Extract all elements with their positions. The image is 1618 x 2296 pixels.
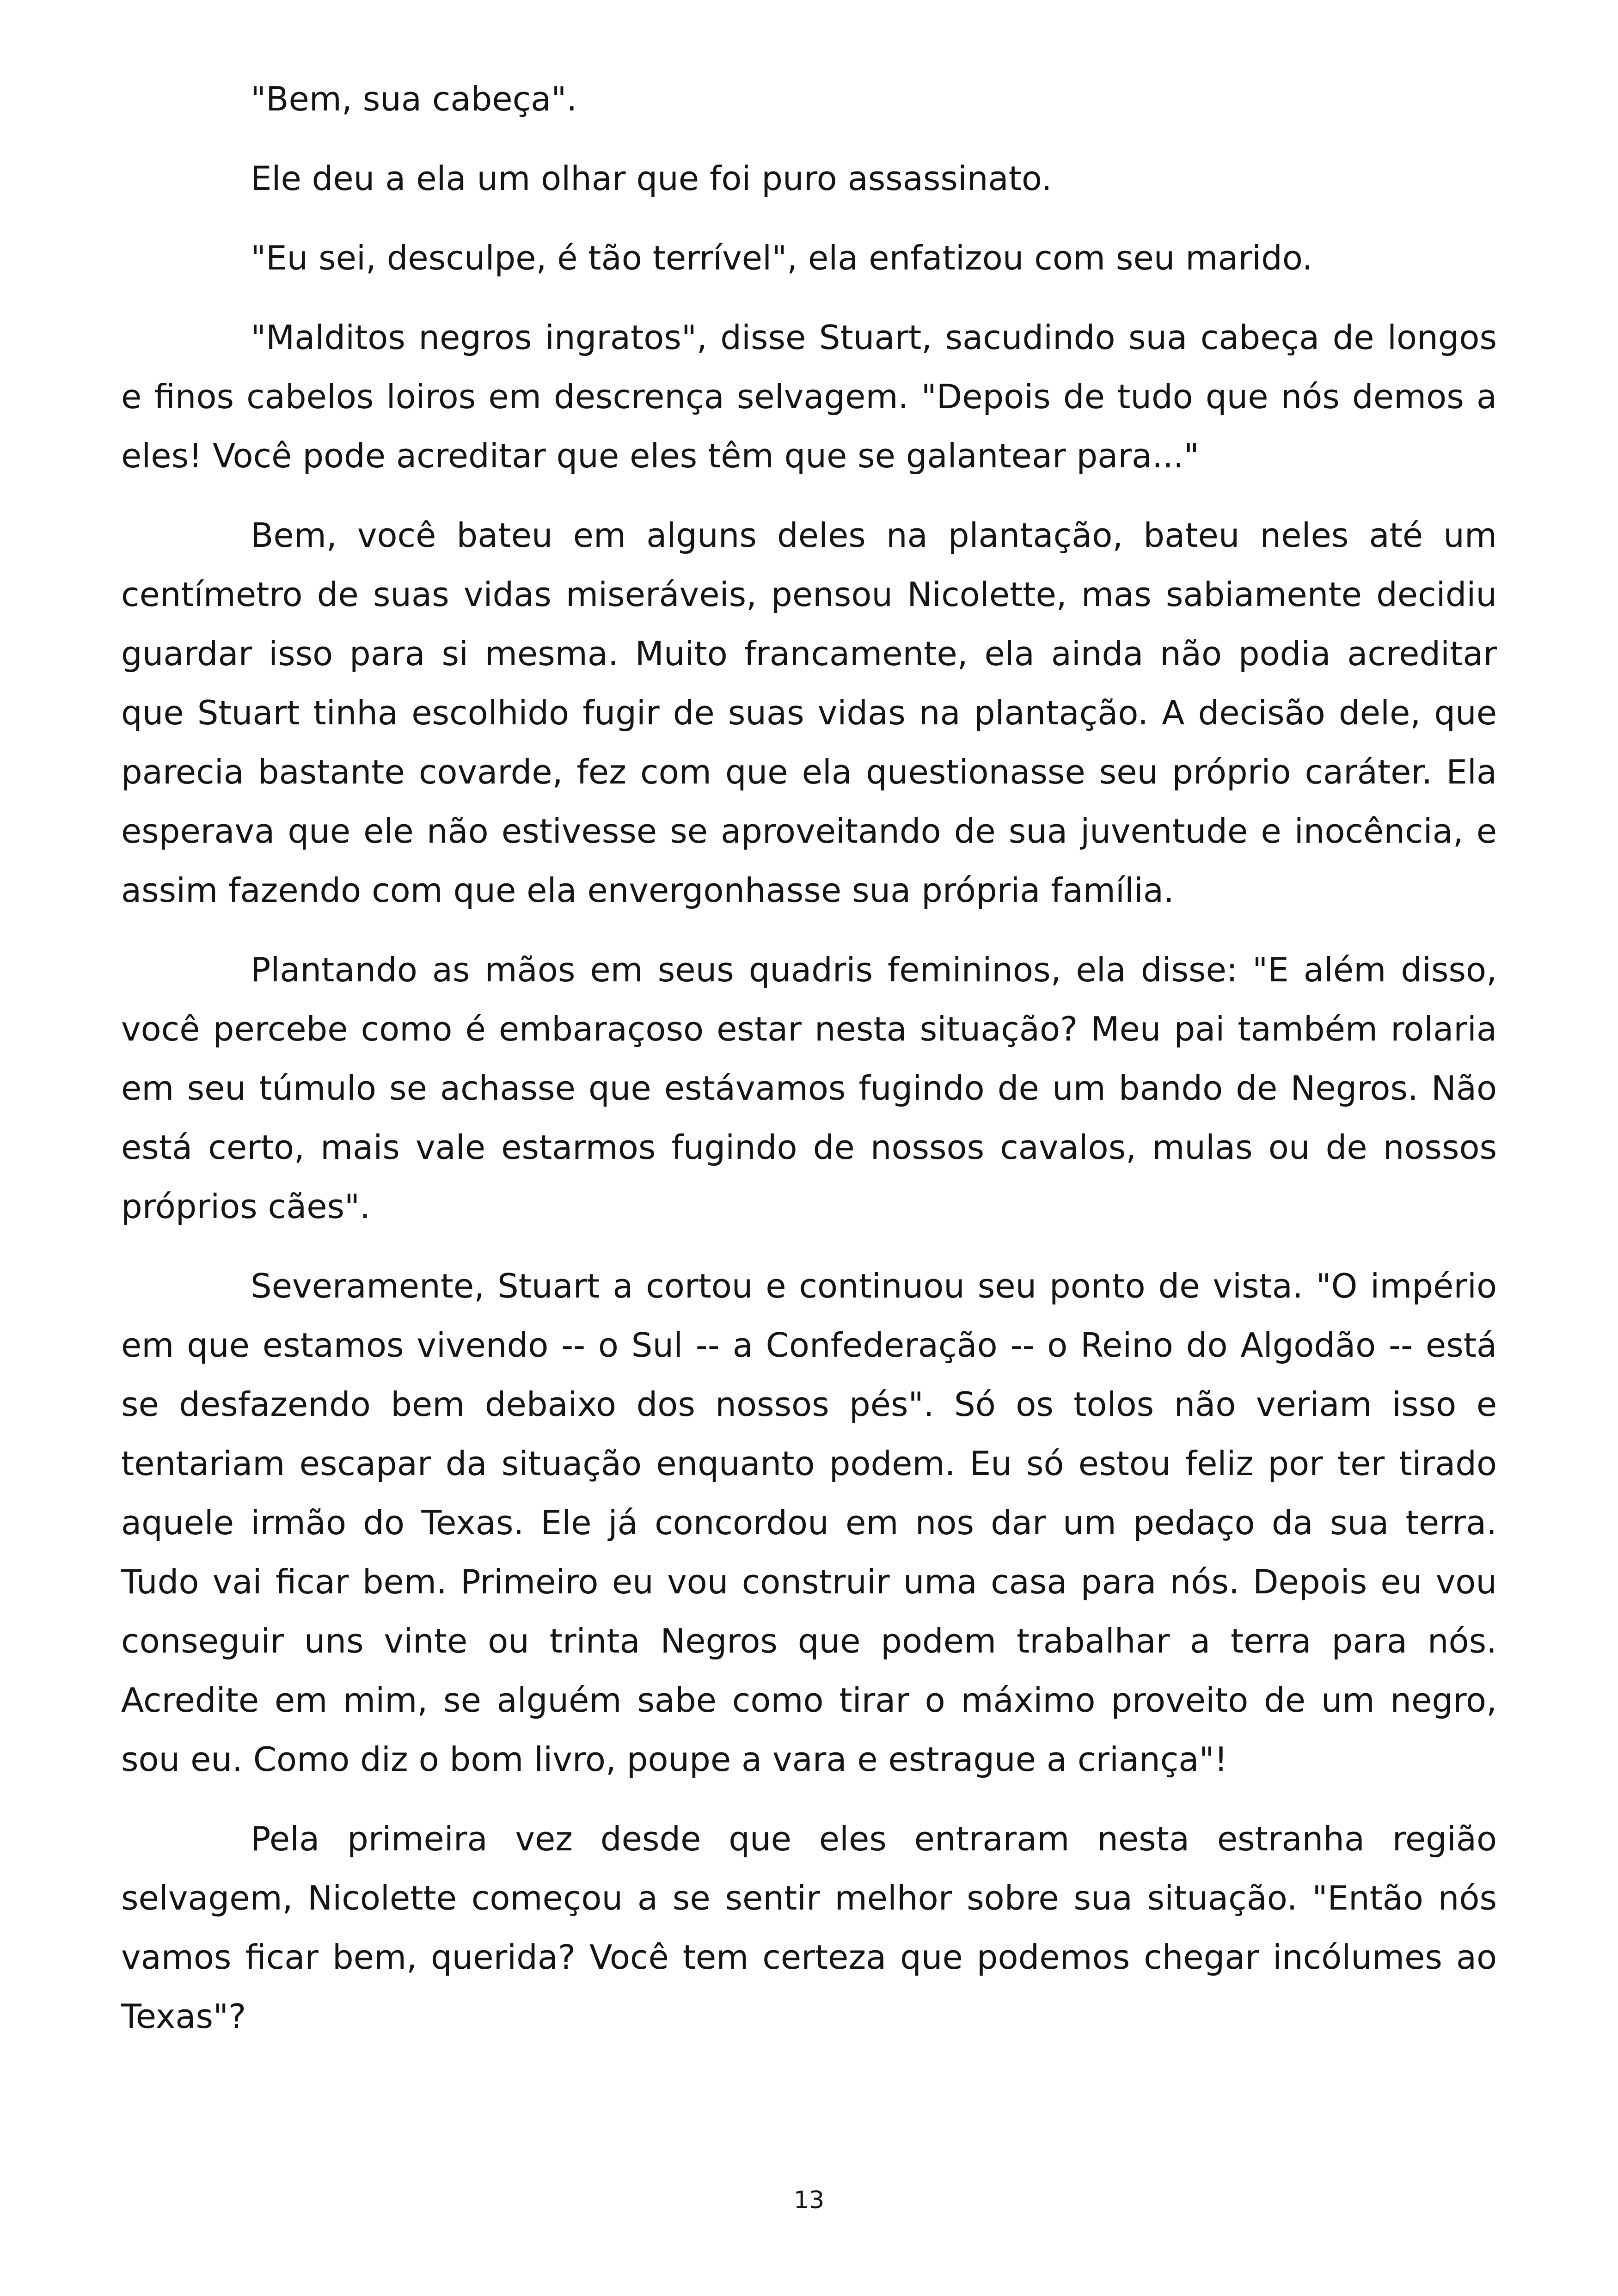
paragraph: Ele deu a ela um olhar que foi puro assassinato. <box>251 159 1052 198</box>
paragraph: Pela primeira vez desde que eles entraram nesta estranha região selvagem, Nicolette começou a se sentir melhor sobre sua situação. "Então nós vamos ficar bem, querida? Você tem certeza que podemos chegar incólumes ao Texas"? <box>121 1819 1497 2036</box>
paragraph: "Malditos negros ingratos", disse Stuart, sacudindo sua cabeça de longos e finos cabelos loiros em descrença selvagem. "Depois de tudo que nós demos a eles! Você pode acreditar que eles têm que se galantear para..." <box>121 318 1497 475</box>
body-text <box>121 69 1497 2066</box>
page-number: 13 <box>793 2186 825 2214</box>
paragraph: Bem, você bateu em alguns deles na plantação, bateu neles até um centímetro de suas vidas miseráveis, pensou Nicolette, mas sabiamente decidiu guardar isso para si mesma. Muito francamente, ela ainda não podia acreditar que Stuart tinha escolhido fugir de suas vidas na plantação. A decisão dele, que parecia bastante covarde, fez com que ela questionasse seu próprio caráter. Ela esperava que ele não estivesse se aproveitando de sua juventude e inocência, e assim fazendo com que ela envergonhasse sua própria família. <box>121 516 1497 910</box>
paragraph: "Bem, sua cabeça". <box>251 80 577 118</box>
paragraph: "Eu sei, desculpe, é tão terrível", ela enfatizou com seu marido. <box>251 239 1313 277</box>
paragraph: Plantando as mãos em seus quadris femininos, ela disse: "E além disso, você percebe como é embaraçoso estar nesta situação? Meu pai também rolaria em seu túmulo se achasse que estávamos fugindo de um bando de Negros. Não está certo, mais vale estarmos fugindo de nossos cavalos, mulas ou de nossos próprios cães". <box>121 950 1497 1226</box>
paragraph: Severamente, Stuart a cortou e continuou seu ponto de vista. "O império em que estamos vivendo -- o Sul -- a Confederação -- o Reino do Algodão -- está se desfazendo bem debaixo dos nossos pés". Só os tolos não veriam isso e tentariam escapar da situação enquanto podem. Eu só estou feliz por ter tirado aquele irmão do Texas. Ele já concordou em nos dar um pedaço da sua terra. Tudo vai ficar bem. Primeiro eu vou construir uma casa para nós. Depois eu vou conseguir uns vinte ou trinta Negros que podem trabalhar a terra para nós. Acredite em mim, se alguém sabe como tirar o máximo proveito de um negro, sou eu. Como diz o bom livro, poupe a vara e estrague a criança"! <box>121 1267 1497 1779</box>
